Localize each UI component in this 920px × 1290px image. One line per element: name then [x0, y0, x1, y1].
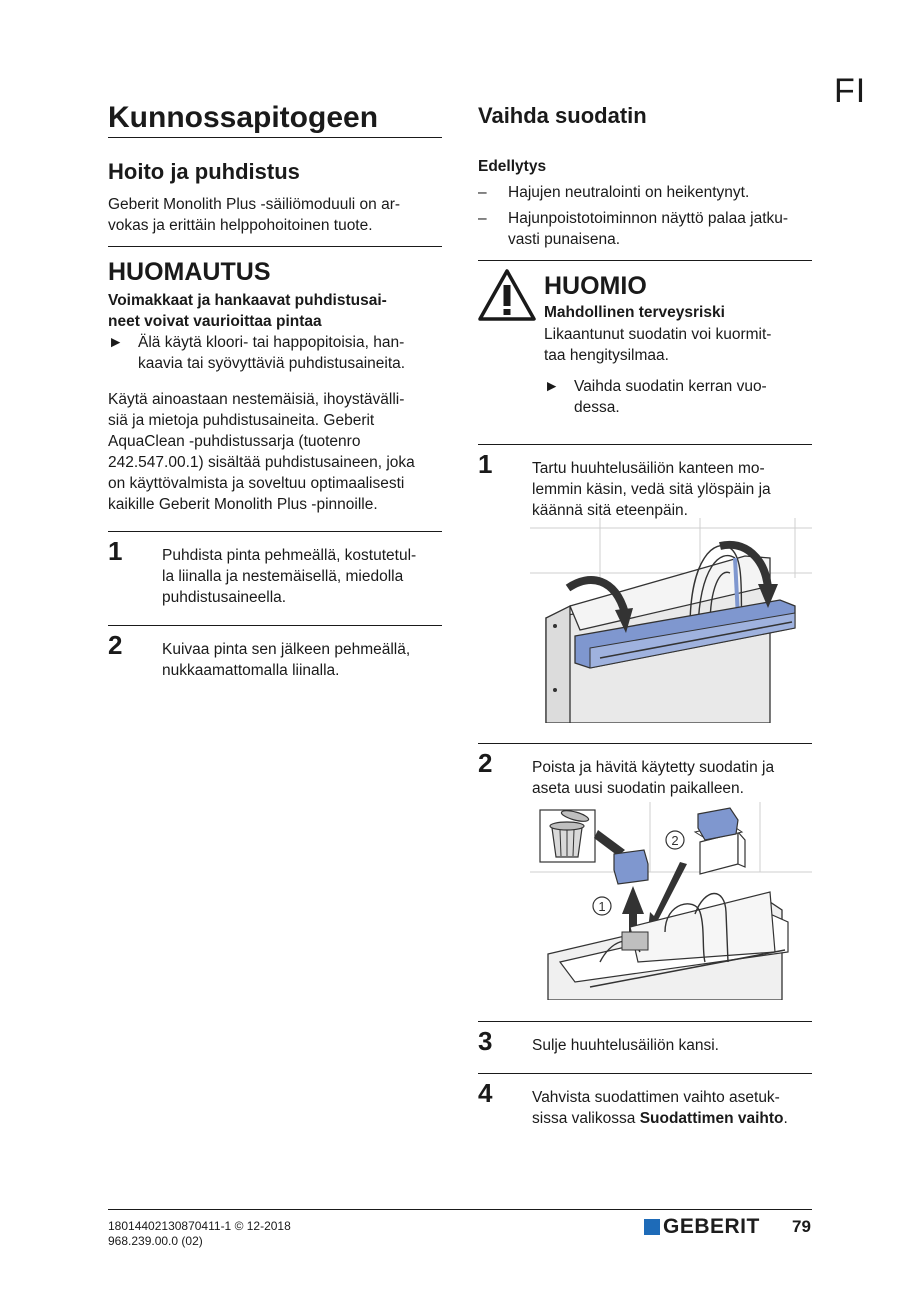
brand-logo [644, 1215, 760, 1239]
step-text [532, 458, 814, 521]
step-text [162, 639, 442, 681]
step-text [162, 545, 442, 608]
notice-bullet [108, 332, 442, 374]
step-text [532, 1087, 814, 1129]
step-number: 4 [478, 1078, 493, 1108]
step-line: Poista ja hävitä käytetty suodatin ja [532, 759, 775, 776]
footer-info [108, 1219, 291, 1249]
step-line: la liinalla ja nestemäisellä, miedolla [162, 568, 404, 585]
care-body-line: Geberit Monolith Plus -säiliömoduuli on ar- [108, 196, 401, 213]
bullet-arrow-icon: ► [108, 334, 124, 351]
step-line: lemmin käsin, vedä sitä ylöspäin ja [532, 481, 771, 498]
divider [108, 531, 442, 532]
step-line: Tartu huuhtelusäiliön kanteen mo- [532, 460, 765, 477]
warning-body-line: Likaantunut suodatin voi kuormit- [544, 326, 772, 343]
step-line: Kuivaa pinta sen jälkeen pehmeällä, [162, 641, 411, 658]
step-number: 2 [478, 748, 493, 778]
divider [478, 743, 812, 744]
menu-item-name: Suodattimen vaihto [639, 1110, 784, 1127]
warning-bullet-line: Vaihda suodatin kerran vuo- [574, 378, 767, 395]
info-line: 242.547.00.1) sisältää puhdistusaineen, joka [108, 454, 415, 471]
step-number: 1 [478, 449, 493, 479]
care-body [108, 194, 442, 236]
step-text [532, 1035, 814, 1056]
divider [108, 137, 442, 138]
info-line: on käyttövalmista ja soveltuu optimaalisesti [108, 475, 405, 492]
filter-replace-illustration [530, 802, 812, 1000]
info-line: Käytä ainoastaan nestemäisiä, ihoystävälli- [108, 391, 405, 408]
step-line: Vahvista suodattimen vaihto asetuk- [532, 1089, 780, 1106]
warning-subheading: Mahdollinen terveysriski [544, 304, 725, 321]
footer-divider [108, 1209, 812, 1210]
doc-id: 18014402130870411-1 © 12-2018 [108, 1219, 291, 1233]
warning-body-line: taa hengitysilmaa. [544, 347, 669, 364]
step-number: 1 [108, 536, 123, 566]
section-title: Kunnossapitogeen [108, 101, 379, 134]
language-code: FI [834, 72, 867, 110]
bullet-arrow-icon: ► [544, 378, 560, 395]
page-number: 79 [792, 1217, 811, 1236]
info-line: kaikille Geberit Monolith Plus -pinnoille. [108, 496, 378, 513]
brand-name: GEBERIT [663, 1215, 760, 1238]
step-number: 3 [478, 1026, 493, 1056]
divider [478, 444, 812, 445]
cistern-lid-illustration [530, 518, 812, 723]
notice-subheading-line: neet voivat vaurioittaa pintaa [108, 313, 322, 330]
divider [478, 260, 812, 261]
prereq-line: Hajunpoistotoiminnon näyttö palaa jatku- [508, 210, 789, 227]
warning-triangle-icon [477, 268, 537, 322]
notice-subheading-line: Voimakkaat ja hankaavat puhdistusai- [108, 292, 387, 309]
info-line: siä ja mietoja puhdistusaineita. Geberit [108, 412, 375, 429]
care-heading: Hoito ja puhdistus [108, 159, 300, 184]
divider [108, 625, 442, 626]
warning-bullet-line: dessa. [574, 399, 620, 416]
divider [478, 1021, 812, 1022]
warning-bullet [544, 376, 814, 418]
dash-marker: – [478, 210, 487, 227]
divider [478, 1073, 812, 1074]
notice-bullet-line: kaavia tai syövyttäviä puhdistusaineita. [138, 355, 406, 372]
step-line: käännä sitä eteenpäin. [532, 502, 688, 519]
step-line-end: . [783, 1110, 788, 1127]
step-number: 2 [108, 630, 123, 660]
step-line: Puhdista pinta pehmeällä, kostutetul- [162, 547, 417, 564]
divider [108, 246, 442, 247]
notice-bullet-line: Älä käytä kloori- tai happopitoisia, han- [138, 334, 405, 351]
notice-subheading [108, 290, 442, 332]
step-line: aseta uusi suodatin paikalleen. [532, 780, 744, 797]
dash-marker: – [478, 184, 487, 201]
doc-number: 968.239.00.0 (02) [108, 1234, 203, 1248]
step-line-text: sissa valikossa [532, 1110, 640, 1127]
warning-heading: HUOMIO [544, 272, 647, 300]
step-line: Sulje huuhtelusäiliön kansi. [532, 1037, 719, 1054]
prereq-line: Hajujen neutralointi on heikentynyt. [508, 184, 750, 201]
care-body-line: vokas ja erittäin helppohoitoinen tuote. [108, 217, 373, 234]
step-text [532, 757, 814, 799]
callout-label: 2 [671, 833, 679, 848]
logo-square-icon [644, 1219, 660, 1235]
step-line [532, 1108, 814, 1129]
info-paragraph [108, 389, 442, 515]
section-title: Vaihda suodatin [478, 103, 647, 128]
prereq-heading: Edellytys [478, 158, 547, 175]
info-line: AquaClean -puhdistussarja (tuotenro [108, 433, 361, 450]
notice-heading: HUOMAUTUS [108, 258, 271, 286]
prereq-list [478, 182, 814, 250]
prereq-line: vasti punaisena. [508, 231, 621, 248]
callout-label: 1 [598, 899, 606, 914]
warning-body [544, 324, 814, 366]
step-line: puhdistusaineella. [162, 589, 287, 606]
step-line: nukkaamattomalla liinalla. [162, 662, 340, 679]
